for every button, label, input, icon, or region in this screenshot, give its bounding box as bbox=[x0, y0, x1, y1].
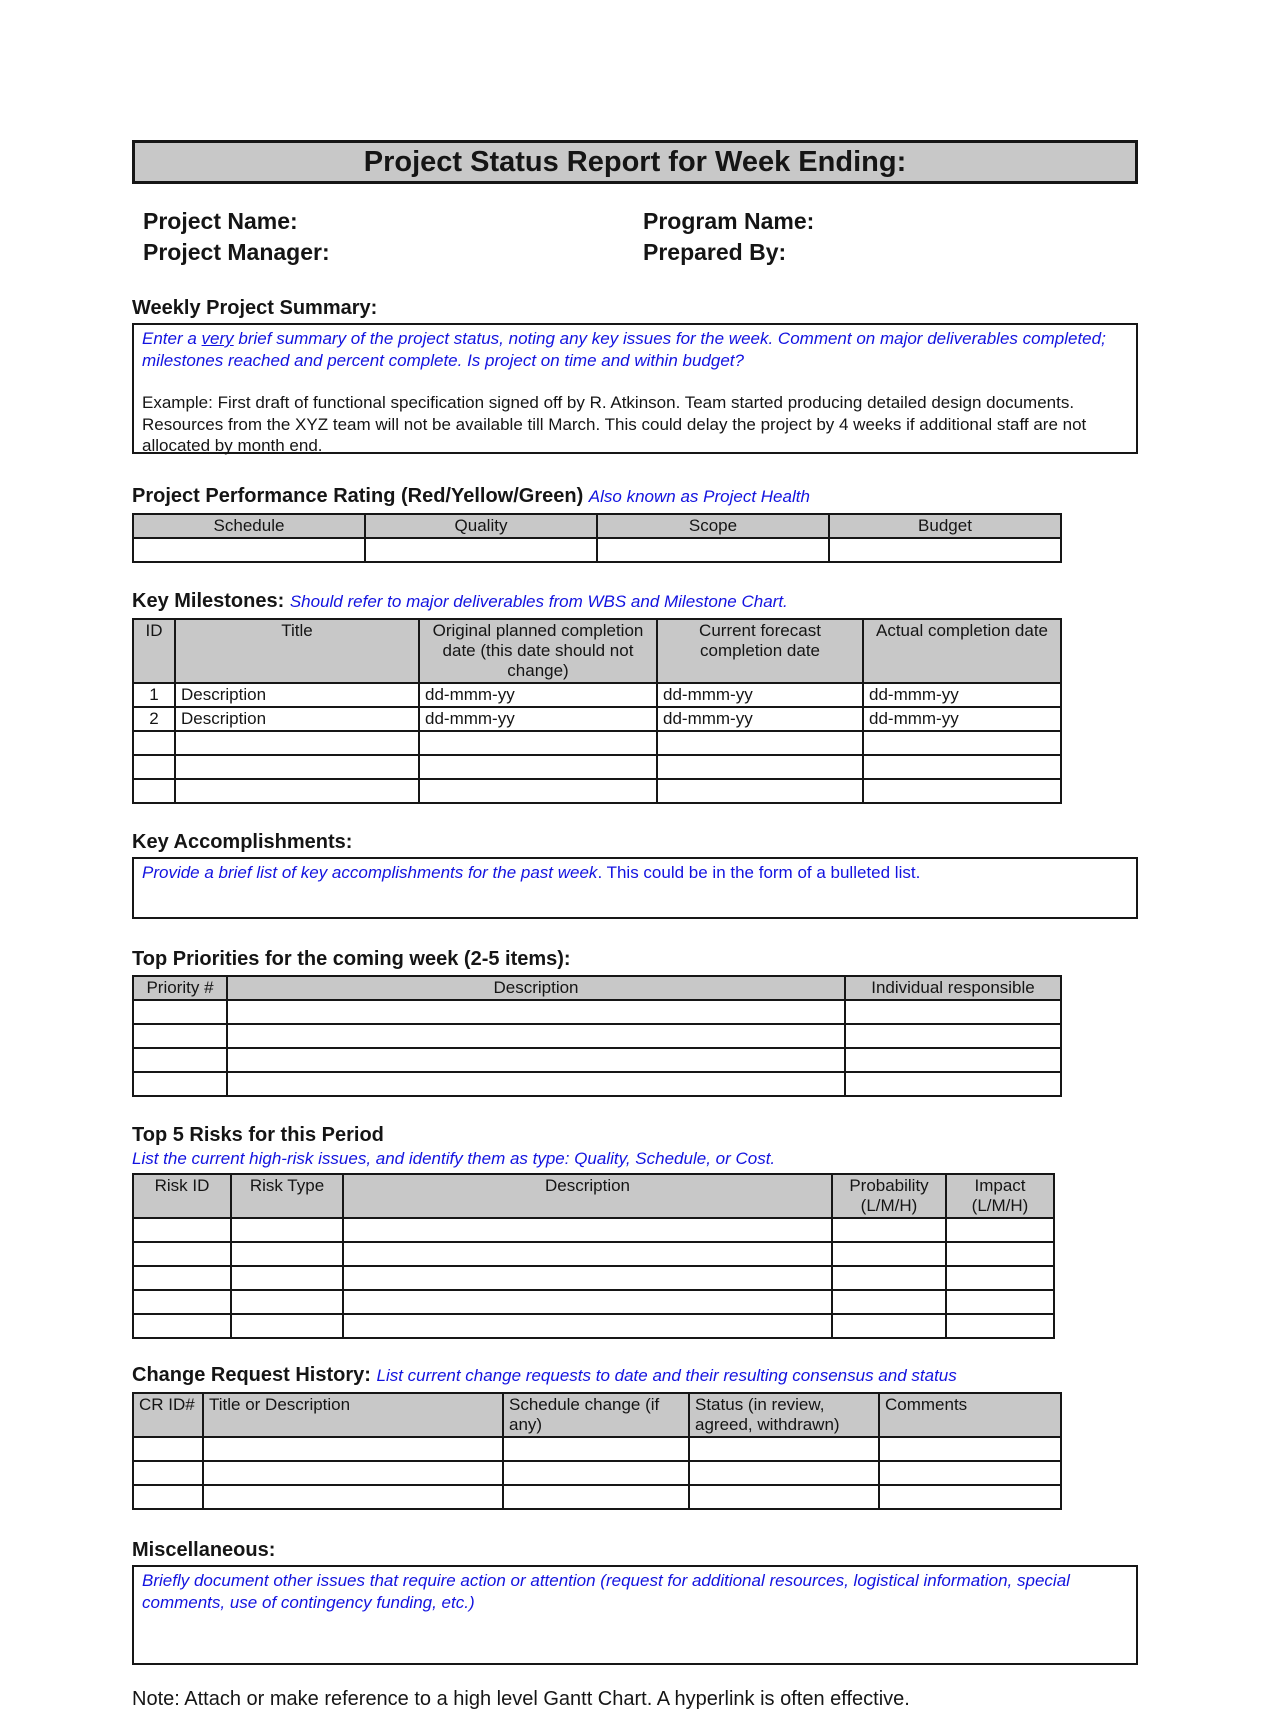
table-row bbox=[133, 1000, 1061, 1024]
col-schedule: Schedule bbox=[133, 514, 365, 538]
empty-cell bbox=[863, 731, 1061, 755]
accomplishments-note-regular: . This could be in the form of a bulleted list. bbox=[597, 863, 921, 882]
empty-cell bbox=[832, 1242, 946, 1266]
empty-cell bbox=[343, 1218, 832, 1242]
table-row bbox=[133, 683, 1061, 707]
change-request-table bbox=[132, 1392, 1062, 1510]
empty-cell bbox=[419, 731, 657, 755]
project-name-label: Project Name: bbox=[143, 208, 298, 234]
accomplishments-box bbox=[132, 857, 1138, 919]
empty-cell bbox=[175, 755, 419, 779]
empty-cell bbox=[133, 1000, 227, 1024]
miscellaneous-note: Briefly document other issues that require action or attention (request for additional resources, logistical information, special comments, use of contingency funding, etc.) bbox=[142, 1571, 1070, 1612]
report-title-bar bbox=[132, 140, 1138, 184]
miscellaneous-section bbox=[132, 1538, 1138, 1665]
instruction-pre: Enter a bbox=[142, 329, 202, 348]
empty-cell bbox=[946, 1290, 1054, 1314]
empty-cell bbox=[231, 1242, 343, 1266]
project-manager-label: Project Manager: bbox=[143, 239, 330, 265]
empty-cell bbox=[227, 1048, 845, 1072]
table-header-row bbox=[133, 619, 1061, 683]
empty-cell bbox=[689, 1461, 879, 1485]
document-content bbox=[132, 140, 1138, 1711]
performance-section bbox=[132, 484, 1138, 563]
col-title-description: Title or Description bbox=[203, 1393, 503, 1437]
priorities-heading: Top Priorities for the coming week (2-5 items): bbox=[132, 948, 571, 970]
risks-table bbox=[132, 1173, 1055, 1339]
miscellaneous-box bbox=[132, 1565, 1138, 1665]
col-priority-number: Priority # bbox=[133, 976, 227, 1000]
milestones-heading-text: Key Milestones: bbox=[132, 590, 285, 612]
weekly-summary-section bbox=[132, 296, 1138, 454]
table-header-row bbox=[133, 514, 1061, 538]
empty-cell bbox=[227, 1072, 845, 1096]
empty-cell bbox=[133, 1485, 203, 1509]
risks-section bbox=[132, 1123, 1138, 1339]
col-risk-id: Risk ID bbox=[133, 1174, 231, 1218]
col-impact: Impact (L/M/H) bbox=[946, 1174, 1054, 1218]
empty-cell bbox=[863, 779, 1061, 803]
empty-cell bbox=[689, 1485, 879, 1509]
table-row bbox=[133, 1072, 1061, 1096]
empty-cell bbox=[946, 1242, 1054, 1266]
empty-cell bbox=[175, 731, 419, 755]
table-row bbox=[133, 755, 1061, 779]
empty-cell bbox=[845, 1048, 1061, 1072]
cell-original-date: dd-mmm-yy bbox=[419, 707, 657, 731]
empty-cell bbox=[503, 1461, 689, 1485]
empty-cell bbox=[133, 1437, 203, 1461]
table-row bbox=[133, 779, 1061, 803]
table-row bbox=[133, 707, 1061, 731]
table-row bbox=[133, 1437, 1061, 1461]
milestones-subheading: Should refer to major deliverables from WBS and Milestone Chart. bbox=[289, 592, 788, 611]
milestones-heading bbox=[132, 589, 1138, 614]
cell-id: 2 bbox=[133, 707, 175, 731]
cell-id: 1 bbox=[133, 683, 175, 707]
empty-cell bbox=[231, 1266, 343, 1290]
cell-actual-date: dd-mmm-yy bbox=[863, 707, 1061, 731]
report-title: Project Status Report for Week Ending: bbox=[363, 145, 907, 178]
header-fields bbox=[143, 206, 1138, 268]
empty-cell bbox=[133, 1314, 231, 1338]
performance-subheading: Also known as Project Health bbox=[588, 487, 810, 506]
empty-cell bbox=[203, 1461, 503, 1485]
accomplishments-section bbox=[132, 830, 1138, 919]
empty-cell bbox=[133, 755, 175, 779]
instruction-underlined-word: very bbox=[201, 329, 234, 348]
empty-cell bbox=[689, 1437, 879, 1461]
empty-cell bbox=[133, 1290, 231, 1314]
empty-cell bbox=[133, 731, 175, 755]
table-row bbox=[133, 1461, 1061, 1485]
empty-cell bbox=[845, 1024, 1061, 1048]
empty-cell bbox=[133, 1072, 227, 1096]
empty-cell bbox=[203, 1437, 503, 1461]
empty-cell bbox=[657, 779, 863, 803]
col-comments: Comments bbox=[879, 1393, 1061, 1437]
col-status: Status (in review, agreed, withdrawn) bbox=[689, 1393, 879, 1437]
empty-cell bbox=[845, 1000, 1061, 1024]
empty-cell bbox=[879, 1437, 1061, 1461]
empty-cell bbox=[133, 1048, 227, 1072]
empty-cell bbox=[946, 1266, 1054, 1290]
col-risk-type: Risk Type bbox=[231, 1174, 343, 1218]
empty-cell bbox=[343, 1266, 832, 1290]
empty-cell bbox=[657, 755, 863, 779]
milestones-table bbox=[132, 618, 1062, 804]
col-individual-responsible: Individual responsible bbox=[845, 976, 1061, 1000]
empty-cell bbox=[419, 755, 657, 779]
weekly-summary-instruction bbox=[142, 328, 1128, 371]
table-row bbox=[133, 1290, 1054, 1314]
empty-cell bbox=[597, 538, 829, 562]
weekly-summary-example: Example: First draft of functional specification signed off by R. Atkinson. Team started producing detailed design documents. Resources from the XYZ team will not be available till March. This could delay the project by 4 weeks if additional staff are not allocated by month end. bbox=[142, 393, 1087, 455]
empty-cell bbox=[203, 1485, 503, 1509]
empty-cell bbox=[133, 779, 175, 803]
cell-original-date: dd-mmm-yy bbox=[419, 683, 657, 707]
footer-note: Note: Attach or make reference to a high level Gantt Chart. A hyperlink is often effective. bbox=[132, 1688, 910, 1710]
empty-cell bbox=[845, 1072, 1061, 1096]
empty-cell bbox=[343, 1314, 832, 1338]
cell-title: Description bbox=[175, 683, 419, 707]
table-header-row bbox=[133, 1174, 1054, 1218]
col-forecast-date: Current forecast completion date bbox=[657, 619, 863, 683]
table-row bbox=[133, 1242, 1054, 1266]
performance-heading-text: Project Performance Rating (Red/Yellow/Green) bbox=[132, 485, 584, 507]
change-request-section bbox=[132, 1363, 1138, 1510]
risks-heading: Top 5 Risks for this Period bbox=[132, 1124, 384, 1146]
table-row bbox=[133, 1024, 1061, 1048]
table-header-row bbox=[133, 976, 1061, 1000]
performance-heading bbox=[132, 484, 1138, 509]
program-name-label: Program Name: bbox=[643, 208, 815, 234]
change-request-subheading: List current change requests to date and their resulting consensus and status bbox=[376, 1366, 957, 1385]
accomplishments-note-italic: Provide a brief list of key accomplishments for the past week bbox=[142, 863, 598, 882]
empty-cell bbox=[832, 1218, 946, 1242]
cell-actual-date: dd-mmm-yy bbox=[863, 683, 1061, 707]
empty-cell bbox=[133, 1218, 231, 1242]
empty-cell bbox=[946, 1314, 1054, 1338]
miscellaneous-heading: Miscellaneous: bbox=[132, 1539, 276, 1561]
table-row bbox=[133, 1314, 1054, 1338]
empty-cell bbox=[503, 1437, 689, 1461]
table-row bbox=[133, 538, 1061, 562]
instruction-post: brief summary of the project status, noting any key issues for the week. Comment on major deliverables completed; milestones reached and percent complete. Is project on time and within budget? bbox=[142, 329, 1106, 370]
empty-cell bbox=[879, 1485, 1061, 1509]
empty-cell bbox=[133, 538, 365, 562]
col-quality: Quality bbox=[365, 514, 597, 538]
cell-forecast-date: dd-mmm-yy bbox=[657, 707, 863, 731]
empty-cell bbox=[227, 1024, 845, 1048]
empty-cell bbox=[657, 731, 863, 755]
table-row bbox=[133, 1218, 1054, 1242]
empty-cell bbox=[133, 1461, 203, 1485]
empty-cell bbox=[419, 779, 657, 803]
col-cr-id: CR ID# bbox=[133, 1393, 203, 1437]
empty-cell bbox=[832, 1266, 946, 1290]
empty-cell bbox=[879, 1461, 1061, 1485]
performance-table bbox=[132, 513, 1062, 563]
col-schedule-change: Schedule change (if any) bbox=[503, 1393, 689, 1437]
milestones-section bbox=[132, 589, 1138, 804]
priorities-section bbox=[132, 947, 1138, 1097]
col-original-date: Original planned completion date (this date should not change) bbox=[419, 619, 657, 683]
empty-cell bbox=[343, 1290, 832, 1314]
weekly-summary-heading: Weekly Project Summary: bbox=[132, 297, 378, 319]
prepared-by-label: Prepared By: bbox=[643, 239, 787, 265]
priorities-table bbox=[132, 975, 1062, 1097]
col-budget: Budget bbox=[829, 514, 1061, 538]
empty-cell bbox=[503, 1485, 689, 1509]
empty-cell bbox=[175, 779, 419, 803]
risks-subheading: List the current high-risk issues, and identify them as type: Quality, Schedule, or Cost. bbox=[132, 1149, 776, 1168]
col-actual-date: Actual completion date bbox=[863, 619, 1061, 683]
empty-cell bbox=[365, 538, 597, 562]
col-description: Description bbox=[227, 976, 845, 1000]
table-row bbox=[133, 1048, 1061, 1072]
empty-cell bbox=[343, 1242, 832, 1266]
empty-cell bbox=[227, 1000, 845, 1024]
empty-cell bbox=[133, 1024, 227, 1048]
change-request-heading-text: Change Request History: bbox=[132, 1364, 371, 1386]
col-description: Description bbox=[343, 1174, 832, 1218]
table-row bbox=[133, 1266, 1054, 1290]
col-scope: Scope bbox=[597, 514, 829, 538]
accomplishments-heading: Key Accomplishments: bbox=[132, 831, 353, 853]
table-row bbox=[133, 1485, 1061, 1509]
col-probability: Probability (L/M/H) bbox=[832, 1174, 946, 1218]
table-header-row bbox=[133, 1393, 1061, 1437]
change-request-heading bbox=[132, 1363, 1138, 1388]
empty-cell bbox=[231, 1290, 343, 1314]
empty-cell bbox=[863, 755, 1061, 779]
table-row bbox=[133, 731, 1061, 755]
empty-cell bbox=[832, 1314, 946, 1338]
cell-forecast-date: dd-mmm-yy bbox=[657, 683, 863, 707]
empty-cell bbox=[133, 1266, 231, 1290]
empty-cell bbox=[231, 1314, 343, 1338]
empty-cell bbox=[829, 538, 1061, 562]
weekly-summary-box bbox=[132, 323, 1138, 454]
col-id: ID bbox=[133, 619, 175, 683]
empty-cell bbox=[133, 1242, 231, 1266]
empty-cell bbox=[231, 1218, 343, 1242]
cell-title: Description bbox=[175, 707, 419, 731]
empty-cell bbox=[946, 1218, 1054, 1242]
empty-cell bbox=[832, 1290, 946, 1314]
col-title: Title bbox=[175, 619, 419, 683]
